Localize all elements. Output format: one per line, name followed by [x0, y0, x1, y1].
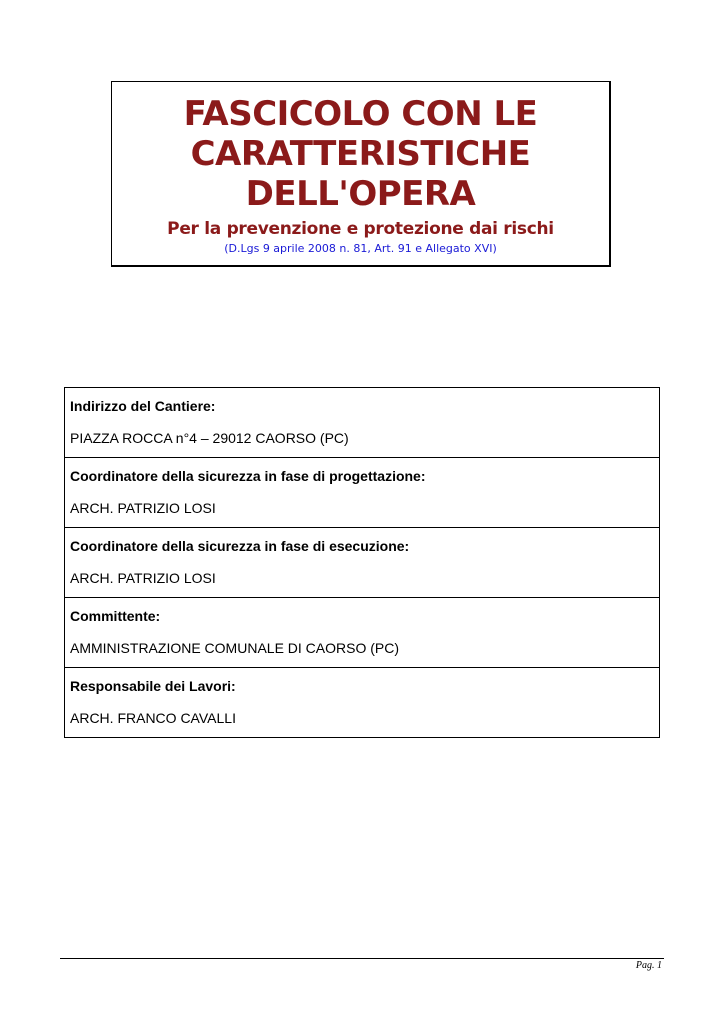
table-cell — [65, 528, 660, 598]
table-row — [65, 458, 660, 528]
table-cell — [65, 668, 660, 738]
table-cell — [65, 598, 660, 668]
title-line-2: CARATTERISTICHE — [190, 134, 531, 174]
row-value-client: AMMINISTRAZIONE COMUNALE DI CAORSO (PC) — [70, 640, 400, 656]
title-line-3: DELL'OPERA — [245, 174, 476, 214]
document-title — [112, 82, 609, 214]
table-row — [65, 668, 660, 738]
table-row — [65, 598, 660, 668]
document-subtitle: Per la prevenzione e protezione dai rischi — [167, 219, 554, 239]
footer-divider — [60, 958, 664, 959]
row-label-site-address: Indirizzo del Cantiere: — [70, 398, 216, 414]
title-line-1: FASCICOLO CON LE — [183, 94, 538, 134]
project-info-table — [64, 387, 660, 738]
row-value-design-coordinator: ARCH. PATRIZIO LOSI — [70, 500, 216, 516]
row-value-execution-coordinator: ARCH. PATRIZIO LOSI — [70, 570, 216, 586]
table-row — [65, 528, 660, 598]
table-row — [65, 388, 660, 458]
row-value-site-address: PIAZZA ROCCA n°4 – 29012 CAORSO (PC) — [70, 430, 349, 446]
row-label-execution-coordinator: Coordinatore della sicurezza in fase di esecuzione: — [70, 538, 410, 554]
row-label-works-manager: Responsabile dei Lavori: — [70, 678, 236, 694]
row-label-design-coordinator: Coordinatore della sicurezza in fase di progettazione: — [70, 468, 426, 484]
page-number: Pag. 1 — [635, 960, 662, 971]
row-value-works-manager: ARCH. FRANCO CAVALLI — [70, 710, 236, 726]
row-label-client: Committente: — [70, 608, 161, 624]
legal-reference: (D.Lgs 9 aprile 2008 n. 81, Art. 91 e Allegato XVI) — [224, 242, 497, 255]
table-cell — [65, 388, 660, 458]
title-box — [111, 81, 611, 267]
table-cell — [65, 458, 660, 528]
